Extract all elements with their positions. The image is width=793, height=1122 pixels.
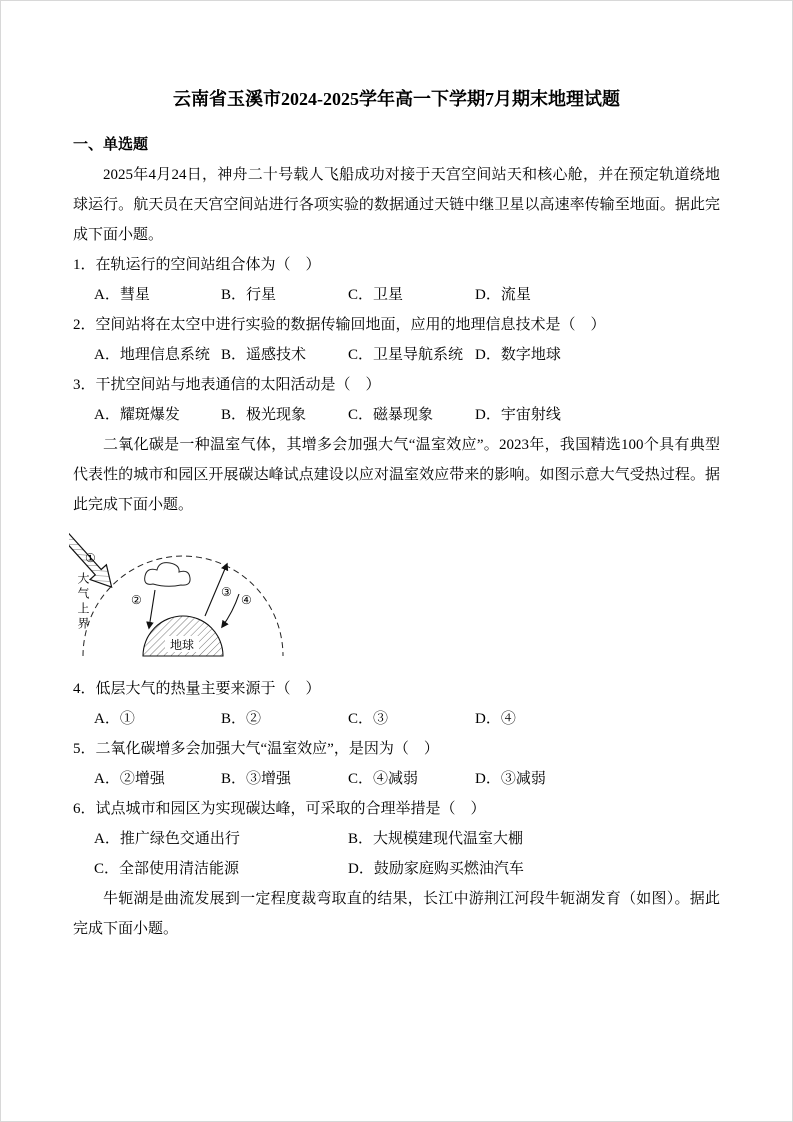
question-1-option-d: D．流星 — [475, 287, 531, 304]
question-1-option-b: B．行星 — [221, 287, 277, 304]
question-4-options — [94, 704, 720, 734]
page-title: 云南省玉溪市2024-2025学年高一下学期7月期末地理试题 — [173, 89, 620, 109]
question-5-stem: 5．二氧化碳增多会加强大气“温室效应”，是因为（ ） — [73, 741, 439, 758]
passage-oxbow: 牛轭湖是曲流发展到一定程度裁弯取直的结果，长江中游荆江河段牛轭湖发育（如图）。据此完成下面小题。 — [73, 891, 720, 938]
question-3-option-d: D．宇宙射线 — [475, 407, 561, 424]
question-4-option-d: D．④ — [475, 711, 516, 728]
question-1-option-c: C．卫星 — [348, 287, 404, 304]
arrow-2-label: ② — [131, 593, 142, 608]
earth-label: 地球 — [169, 638, 195, 653]
atmosphere-boundary-label: 大气上界 — [76, 572, 90, 633]
question-2-option-d: D．数字地球 — [475, 347, 561, 364]
question-3-option-c: C．磁暴现象 — [348, 407, 434, 424]
question-6-option-b: B．大规模建现代温室大棚 — [348, 831, 524, 848]
question-2-options — [94, 340, 720, 370]
question-6-option-d: D．鼓励家庭购买燃油汽车 — [348, 861, 524, 878]
question-2-option-a: A．地理信息系统 — [94, 347, 210, 364]
arrow-1-label: ① — [85, 551, 96, 566]
arrow-4-label: ④ — [241, 593, 252, 608]
question-4-option-a: A．① — [94, 711, 135, 728]
question-5-option-a: A．②增强 — [94, 771, 165, 788]
question-6-option-c: C．全部使用清洁能源 — [94, 861, 240, 878]
question-2-option-b: B．遥感技术 — [221, 347, 307, 364]
question-1-option-a: A．彗星 — [94, 287, 150, 304]
passage-space-station: 2025年4月24日，神舟二十号载人飞船成功对接于天宫空间站天和核心舱，并在预定轨道绕地球运行。航天员在天宫空间站进行各项实验的数据通过天链中继卫星以高速率传输至地面。据此完成下面小题。 — [73, 167, 720, 244]
atmosphere-diagram-svg — [69, 524, 299, 664]
question-3-option-a: A．耀斑爆发 — [94, 407, 180, 424]
arrow-2 — [149, 590, 155, 628]
passage-carbon: 二氧化碳是一种温室气体，其增多会加强大气“温室效应”。2023年，我国精选100个具有典型代表性的城市和园区开展碳达峰试点建设以应对温室效应带来的影响。如图示意大气受热过程。据此完成下面小题。 — [73, 437, 720, 514]
question-6-options — [94, 824, 720, 884]
question-4-stem: 4．低层大气的热量主要来源于（ ） — [73, 681, 321, 698]
section-heading: 一、单选题 — [73, 137, 149, 154]
question-1-stem: 1．在轨运行的空间站组合体为（ ） — [73, 257, 321, 274]
question-4-option-c: C．③ — [348, 711, 389, 728]
question-5-option-b: B．③增强 — [221, 771, 292, 788]
question-3-options — [94, 400, 720, 430]
question-3-stem: 3．干扰空间站与地表通信的太阳活动是（ ） — [73, 377, 381, 394]
question-2-option-c: C．卫星导航系统 — [348, 347, 464, 364]
question-4-option-b: B．② — [221, 711, 262, 728]
question-5-options — [94, 764, 720, 794]
question-5-option-c: C．④减弱 — [348, 771, 419, 788]
atmosphere-heating-diagram — [69, 524, 304, 666]
cloud-icon — [145, 563, 190, 587]
question-2-stem: 2．空间站将在太空中进行实验的数据传输回地面，应用的地理信息技术是（ ） — [73, 317, 606, 334]
question-5-option-d: D．③减弱 — [475, 771, 546, 788]
arrow-3-label: ③ — [221, 585, 232, 600]
question-1-options — [94, 280, 720, 310]
question-6-option-a: A．推广绿色交通出行 — [94, 831, 240, 848]
question-3-option-b: B．极光现象 — [221, 407, 307, 424]
question-6-stem: 6．试点城市和园区为实现碳达峰，可采取的合理举措是（ ） — [73, 801, 486, 818]
